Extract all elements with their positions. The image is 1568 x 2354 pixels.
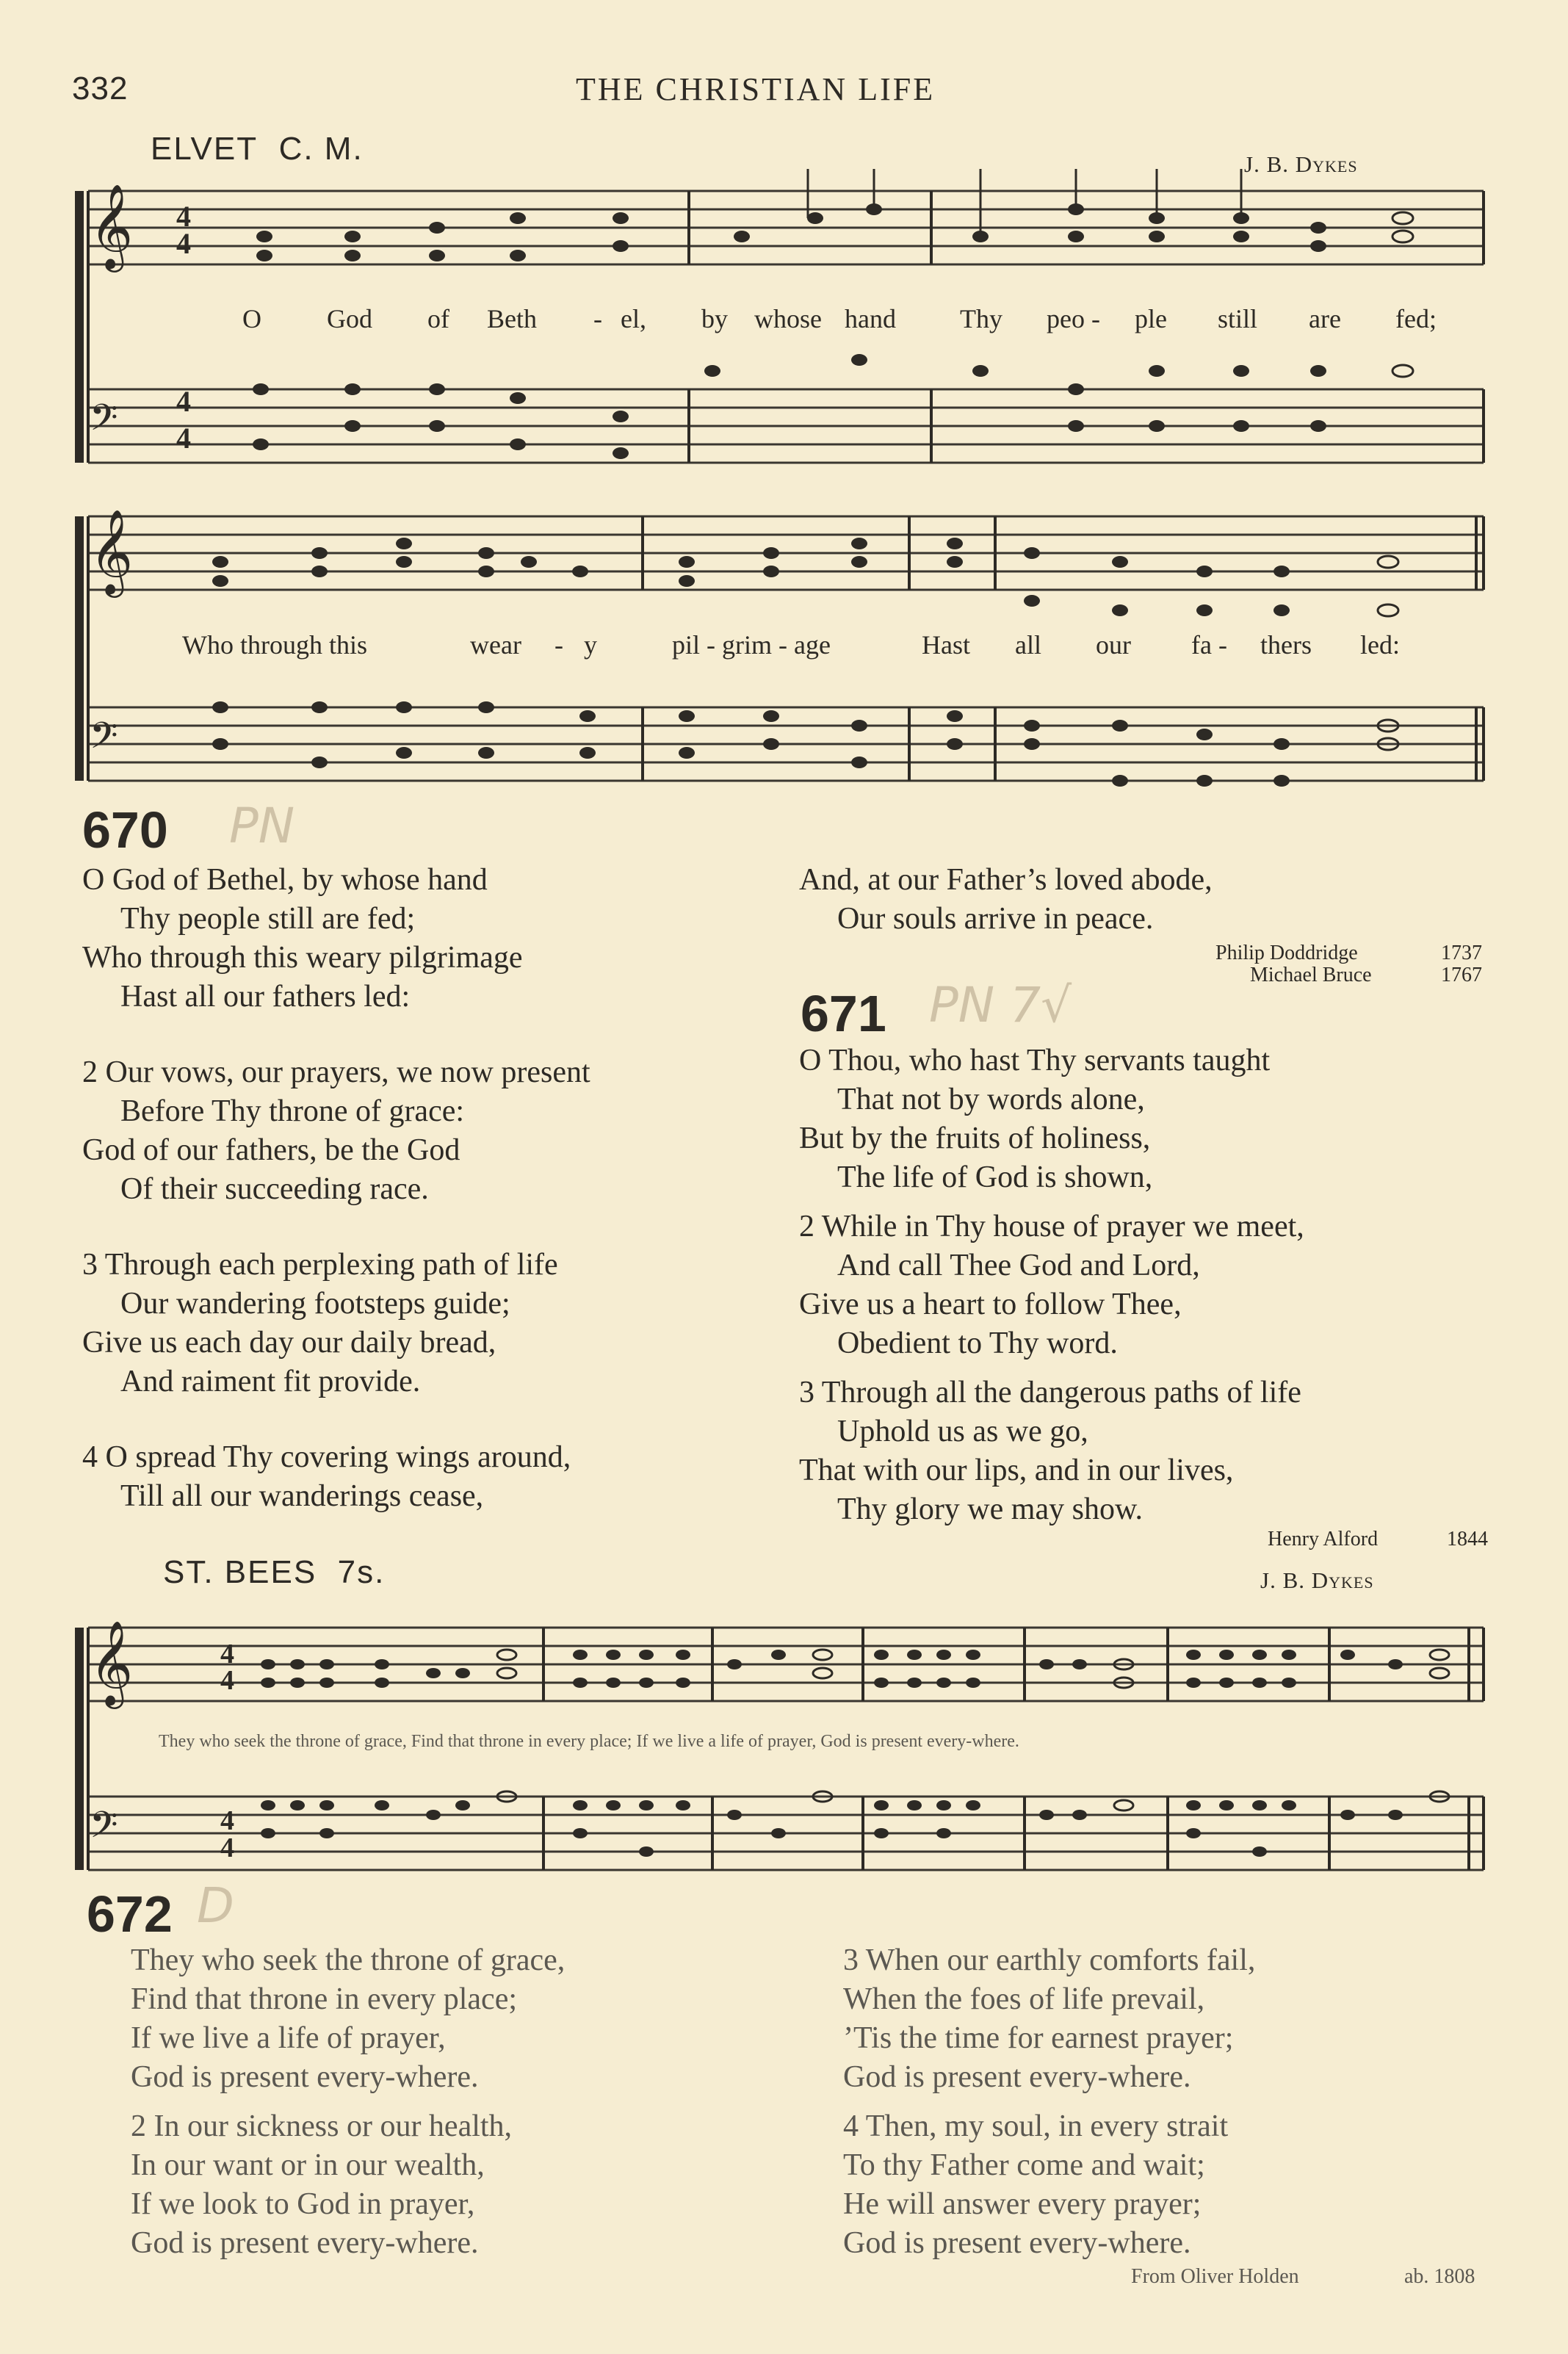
svg-text:4: 4: [220, 1833, 234, 1863]
verse-line: 3 Through all the dangerous paths of life: [799, 1376, 1301, 1409]
author-attribution: From Oliver Holden: [1131, 2265, 1299, 2288]
lyric-syllable: peo -: [1047, 304, 1100, 333]
hymn-number: 671: [801, 985, 886, 1042]
verse-line: And call Thee God and Lord,: [837, 1249, 1200, 1282]
verse-line: And, at our Father’s loved abode,: [799, 863, 1213, 897]
pencil-annotation: PN 7√: [929, 977, 1072, 1033]
pencil-annotation: PN: [229, 798, 295, 854]
lyric-syllable: el,: [621, 304, 646, 333]
lyric-syllable: Who through this: [182, 630, 367, 660]
bass-clef-icon: 𝄢: [90, 716, 118, 765]
tune-meter: 7s.: [337, 1554, 386, 1590]
verse-line: 2 In our sickness or our health,: [131, 2109, 513, 2143]
hymn-671-stanza-1: [799, 1041, 1270, 1197]
lyric-syllable: fa -: [1191, 630, 1227, 660]
lyric-syllable: y: [584, 630, 597, 660]
verse-line: Give us a heart to follow Thee,: [799, 1288, 1182, 1321]
verse-line: 4 Then, my soul, in every strait: [843, 2109, 1229, 2143]
tune-name-stbees: ST. BEES 7s.: [163, 1554, 386, 1590]
page-number: 332: [72, 71, 129, 106]
pencil-annotation: D: [197, 1877, 234, 1934]
svg-text:4: 4: [220, 1639, 234, 1669]
lyric-syllable: ple: [1135, 304, 1167, 333]
verse-line: And raiment fit provide.: [120, 1365, 421, 1398]
verse-line: 3 Through each perplexing path of life: [82, 1248, 558, 1282]
lyric-syllable: led:: [1360, 630, 1400, 660]
lyric-syllable: Hast: [922, 630, 970, 660]
hymn-number: 672: [87, 1885, 173, 1943]
tune-meter: C. M.: [278, 131, 364, 167]
verse-line: Hast all our fathers led:: [120, 980, 411, 1014]
lyric-syllable: O: [242, 304, 261, 333]
author-attribution: Philip Doddridge: [1215, 942, 1358, 964]
lyric-syllable: all: [1015, 630, 1041, 660]
running-head: THE CHRISTIAN LIFE: [576, 71, 936, 107]
verse-line: Obedient to Thy word.: [837, 1326, 1118, 1360]
verse-line: If we live a life of prayer,: [131, 2021, 446, 2055]
verse-line: But by the fruits of holiness,: [799, 1122, 1151, 1155]
verse-line: Thy glory we may show.: [837, 1492, 1144, 1526]
verse-line: God is present every-where.: [131, 2060, 479, 2094]
author-attribution: Michael Bruce: [1250, 964, 1372, 986]
hymn-672-stanza-1: [131, 1941, 565, 2097]
author-year: 1737: [1441, 942, 1482, 964]
composer-elvet: J. B. Dykes: [1244, 151, 1358, 177]
verse-line: Our wandering footsteps guide;: [120, 1287, 510, 1321]
lyric-syllable: Beth: [487, 304, 537, 333]
lyric-syllable: -: [593, 304, 602, 333]
verse-line: Till all our wanderings cease,: [120, 1479, 484, 1513]
lyric-syllable: hand: [845, 304, 896, 333]
verse-line: ’Tis the time for earnest prayer;: [843, 2021, 1234, 2055]
composer-stbees: J. B. Dykes: [1260, 1567, 1374, 1593]
verse-line: God is present every-where.: [843, 2060, 1191, 2094]
hymn-671-stanza-3: [799, 1373, 1301, 1529]
svg-text:4: 4: [176, 422, 191, 455]
tune-name-elvet: ELVET C. M.: [151, 131, 364, 167]
hymn-670-stanza-1: [82, 861, 523, 1017]
lyric-syllable: still: [1218, 304, 1258, 333]
verse-line: That with our lips, and in our lives,: [799, 1454, 1234, 1487]
verse-line: When the foes of life prevail,: [843, 1982, 1205, 2016]
svg-text:4: 4: [176, 385, 191, 418]
verse-line: 3 When our earthly comforts fail,: [843, 1943, 1256, 1977]
lyric-syllable: Thy: [960, 304, 1002, 333]
verse-line: O Thou, who hast Thy servants taught: [799, 1044, 1271, 1077]
stbees-lyrics: They who seek the throne of grace, Find that throne in every place; If we live a life of prayer, God is present every-where.: [159, 1732, 1019, 1751]
hymn-672-stanza-3: [843, 1941, 1255, 2097]
verse-line: God of our fathers, be the God: [82, 1133, 460, 1167]
hymn-670-stanza-4b: [799, 861, 1213, 939]
verse-line: Our souls arrive in peace.: [837, 902, 1154, 936]
lyric-syllable: of: [427, 304, 449, 333]
author-attribution: Henry Alford: [1268, 1528, 1379, 1550]
verse-line: Who through this weary pilgrimage: [82, 941, 523, 975]
verse-line: Give us each day our daily bread,: [82, 1326, 496, 1360]
lyric-syllable: thers: [1260, 630, 1312, 660]
author-year: 1767: [1441, 964, 1482, 986]
verse-line: 4 O spread Thy covering wings around,: [82, 1440, 571, 1474]
treble-clef-icon: 𝄞: [90, 186, 134, 267]
hymn-671-stanza-2: [799, 1207, 1304, 1363]
verse-line: The life of God is shown,: [837, 1160, 1153, 1194]
verse-line: Uphold us as we go,: [837, 1415, 1088, 1448]
hymn-670-stanza-4a: [82, 1438, 571, 1516]
treble-clef-icon: 𝄞: [90, 1622, 134, 1704]
verse-line: Find that throne in every place;: [131, 1982, 518, 2016]
hymn-670-stanza-3: [82, 1246, 558, 1401]
verse-line: In our want or in our wealth,: [131, 2148, 485, 2182]
svg-text:4: 4: [176, 227, 191, 260]
hymn-number: 670: [82, 801, 168, 859]
verse-line: Of their succeeding race.: [120, 1172, 429, 1206]
svg-text:4: 4: [220, 1665, 234, 1696]
verse-line: To thy Father come and wait;: [843, 2148, 1205, 2182]
hymn-670-stanza-2: [82, 1053, 590, 1209]
verse-line: God is present every-where.: [131, 2226, 479, 2260]
verse-line: That not by words alone,: [837, 1083, 1145, 1116]
verse-line: God is present every-where.: [843, 2226, 1191, 2260]
author-year: 1844: [1447, 1528, 1488, 1550]
bass-clef-icon: 𝄢: [90, 398, 118, 447]
verse-line: If we look to God in prayer,: [131, 2187, 475, 2221]
verse-line: 2 While in Thy house of prayer we meet,: [799, 1210, 1304, 1243]
verse-line: Before Thy throne of grace:: [120, 1094, 465, 1128]
bass-clef-icon: 𝄢: [90, 1805, 118, 1854]
lyric-syllable: are: [1309, 304, 1341, 333]
lyric-syllable: pil - grim - age: [672, 630, 831, 660]
lyric-syllable: fed;: [1395, 304, 1437, 333]
hymn-672-stanza-4: [843, 2107, 1228, 2263]
lyric-syllable: God: [327, 304, 372, 333]
hymn-672-stanza-2: [131, 2107, 512, 2263]
music-staff-stbees: [73, 1613, 1498, 1899]
lyric-syllable: wear: [470, 630, 521, 660]
verse-line: O God of Bethel, by whose hand: [82, 863, 488, 897]
verse-line: 2 Our vows, our prayers, we now present: [82, 1055, 590, 1089]
lyric-syllable: whose: [754, 304, 822, 333]
svg-text:4: 4: [220, 1805, 234, 1836]
svg-text:4: 4: [176, 200, 191, 233]
verse-line: He will answer every prayer;: [843, 2187, 1202, 2221]
author-year: ab. 1808: [1404, 2265, 1475, 2288]
lyric-syllable: our: [1096, 630, 1131, 660]
verse-line: They who seek the throne of grace,: [131, 1943, 566, 1977]
lyric-syllable: -: [554, 630, 563, 660]
lyric-syllable: by: [701, 304, 728, 333]
treble-clef-icon: 𝄞: [90, 511, 134, 593]
verse-line: Thy people still are fed;: [120, 902, 416, 936]
